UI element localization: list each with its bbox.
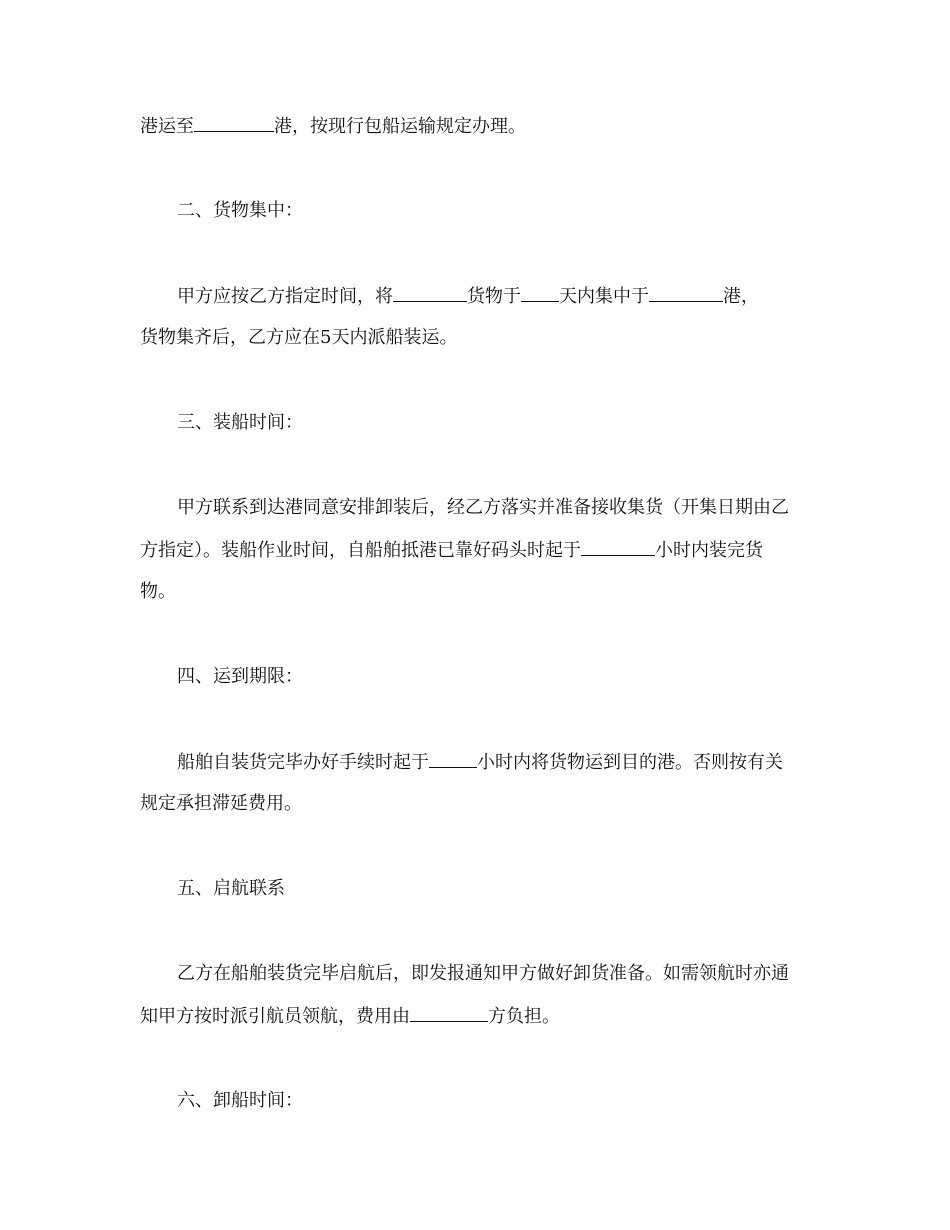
paragraph-line (177, 283, 759, 309)
section-heading: 四、运到期限： (177, 666, 303, 687)
text-segment: 小时内将货物运到目的港。否则按有关 (477, 752, 783, 773)
paragraph-line: 物。 (140, 581, 176, 602)
text-segment: 货物于 (467, 286, 521, 307)
fill-in-blank (194, 113, 274, 132)
text-segment: 船舶自装货完毕办好手续时起于 (177, 752, 429, 773)
paragraph-line: 规定承担滞延费用。 (140, 793, 302, 814)
section-heading: 六、卸船时间： (177, 1090, 303, 1111)
paragraph-line: 货物集齐后，乙方应在5天内派船装运。 (140, 327, 458, 348)
text-segment: 甲方应按乙方指定时间，将 (177, 286, 393, 307)
section-heading: 三、装船时间： (177, 412, 303, 433)
paragraph-line (140, 113, 526, 139)
paragraph-line (140, 1003, 560, 1029)
paragraph-line: 乙方在船舶装货完毕启航后，即发报通知甲方做好卸货准备。如需领航时亦通 (177, 963, 789, 984)
paragraph-line: 甲方联系到达港同意安排卸装后，经乙方落实并准备接收集货（开集日期由乙 (177, 497, 789, 518)
text-segment: 知甲方按时派引航员领航，费用由 (140, 1006, 410, 1027)
text-segment: 方指定）。装船作业时间，自船舶抵港已靠好码头时起于 (140, 540, 581, 561)
fill-in-blank (649, 283, 723, 302)
text-segment: 小时内装完货 (655, 540, 763, 561)
section-heading: 二、货物集中： (177, 200, 303, 221)
paragraph-line (177, 749, 783, 775)
fill-in-blank (410, 1003, 488, 1022)
paragraph-line (140, 537, 763, 563)
text-segment: 天内集中于 (559, 286, 649, 307)
text-segment: 港，按现行包船运输规定办理。 (274, 116, 526, 137)
text-segment: 港， (723, 286, 759, 307)
text-segment: 港运至 (140, 116, 194, 137)
fill-in-blank (581, 537, 655, 556)
text-segment: 方负担。 (488, 1006, 560, 1027)
fill-in-blank (521, 283, 559, 302)
fill-in-blank (429, 749, 477, 768)
fill-in-blank (393, 283, 467, 302)
section-heading: 五、启航联系 (177, 878, 285, 899)
